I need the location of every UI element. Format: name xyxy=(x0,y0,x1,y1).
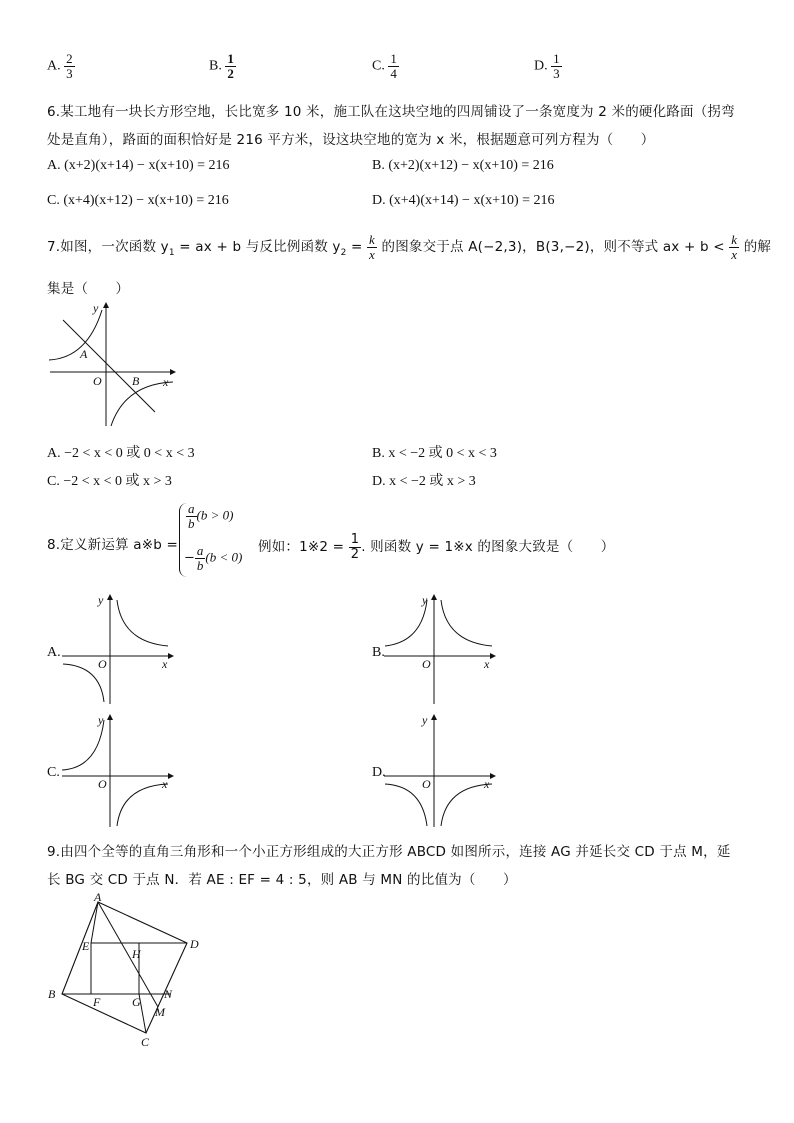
q7-stem-line2: 集是（ ） xyxy=(47,281,130,297)
svg-text:y: y xyxy=(98,713,104,727)
curve-third-quadrant xyxy=(385,784,427,826)
curve-second-quadrant xyxy=(385,600,427,646)
y-axis-label: y xyxy=(93,301,99,315)
curve-second-quadrant xyxy=(62,720,104,770)
q5-option-a: A. $\frac{2}{3}$ xyxy=(47,51,73,81)
svg-text:y: y xyxy=(422,713,428,727)
q6-option-b: B. (x+2)(x+12) − x(x+10) = 216 xyxy=(372,158,554,173)
q8-example: 例如：1※2 = $\frac{1}{2}$ . 则函数 y = 1※x 的图象大致是（ ） xyxy=(258,532,615,562)
q5-option-c: C. $\frac{1}{4}$ xyxy=(372,51,397,81)
q8-option-b-graph xyxy=(382,592,502,707)
point-b-label: B xyxy=(132,374,140,388)
q9-stem-line1: 9.由四个全等的直角三角形和一个小正方形组成的大正方形 ABCD 如图所示，连接 AG 并延长交 CD 于点 M，延 xyxy=(47,844,731,860)
q7-fraction-k-over-x: $\frac{k}{x}$ xyxy=(369,232,376,262)
q8-case-2: − $\frac{a}{b}$ (b < 0) xyxy=(184,543,243,573)
q7-option-b: B. x < −2 或 0 < x < 3 xyxy=(372,446,497,461)
svg-text:O: O xyxy=(98,777,107,791)
curve-first-quadrant xyxy=(441,600,492,646)
linear-function-line xyxy=(63,320,155,412)
svg-text:O: O xyxy=(422,657,431,671)
point-a-label: A xyxy=(80,347,88,361)
svg-text:H: H xyxy=(132,947,141,961)
q7-option-d: D. x < −2 或 x > 3 xyxy=(372,474,476,489)
q5-option-c-fraction: $\frac{1}{4}$ xyxy=(390,51,397,81)
q8-option-a-graph xyxy=(60,592,180,707)
q8-option-d-graph xyxy=(382,712,502,830)
q5-option-d: D. $\frac{1}{3}$ xyxy=(534,51,560,81)
svg-text:G: G xyxy=(132,995,141,1009)
svg-text:O: O xyxy=(98,657,107,671)
svg-text:C: C xyxy=(141,1035,150,1049)
q6-option-c: C. (x+4)(x+12) − x(x+10) = 216 xyxy=(47,193,229,208)
q8-option-a-label: A. xyxy=(47,645,61,660)
x-axis-arrow xyxy=(170,369,176,375)
svg-text:M: M xyxy=(155,1005,165,1019)
hyperbola-branch-upper-left xyxy=(49,310,102,360)
svg-text:D: D xyxy=(190,937,199,951)
svg-text:x: x xyxy=(162,777,168,791)
q8-option-c-label: C. xyxy=(47,765,60,780)
q6-option-d: D. (x+4)(x+14) − x(x+10) = 216 xyxy=(372,193,555,208)
y-axis-arrow xyxy=(103,302,109,308)
line-ag-m xyxy=(98,902,158,1007)
q5-option-b: B. $\frac{1}{2}$ xyxy=(209,51,234,81)
svg-text:F: F xyxy=(93,995,101,1009)
svg-text:O: O xyxy=(422,777,431,791)
svg-text:x: x xyxy=(484,657,490,671)
q9-figure xyxy=(40,892,210,1052)
q6-stem-line2: 处是直角），路面的面积恰好是 216 平方米，设这块空地的宽为 x 米，根据题意可列方程为（ ） xyxy=(47,132,655,148)
q7-option-c: C. −2 < x < 0 或 x > 3 xyxy=(47,474,172,489)
q5-option-d-fraction: $\frac{1}{3}$ xyxy=(553,51,560,81)
curve-first-quadrant xyxy=(117,600,168,646)
q6-option-a: A. (x+2)(x+14) − x(x+10) = 216 xyxy=(47,158,230,173)
q8-option-d-label: D. xyxy=(372,765,386,780)
svg-text:x: x xyxy=(484,777,490,791)
svg-text:y: y xyxy=(98,593,104,607)
big-square-abcd xyxy=(62,902,187,1033)
svg-text:x: x xyxy=(162,657,168,671)
q5-option-a-fraction: $\frac{2}{3}$ xyxy=(66,51,73,81)
q7-stem-line1: 7.如图，一次函数 $y_1$ = ax + b 与反比例函数 $y_2$ = $\frac{k}{x}$ 的图象交于点 A(−2,3)，B(3,−2)，则不等式 ax + b < $\frac{k}{x}$ 的解 xyxy=(47,232,772,262)
q5-option-b-fraction: $\frac{1}{2}$ xyxy=(227,51,234,81)
svg-text:N: N xyxy=(164,987,173,1001)
svg-text:E: E xyxy=(82,939,90,953)
svg-text:y: y xyxy=(422,593,428,607)
q8-option-b-label: B. xyxy=(372,645,385,660)
q8-example-fraction: $\frac{1}{2}$ xyxy=(350,532,360,562)
q7-fraction-k-over-x-2: $\frac{k}{x}$ xyxy=(731,232,738,262)
q8-prefix: 8.定义新运算 a※b = xyxy=(47,537,179,553)
x-axis-label: x xyxy=(163,375,169,389)
q6-stem-line1: 6.某工地有一块长方形空地，长比宽多 10 米，施工队在这块空地的四周铺设了一条宽度为 2 米的硬化路面（拐弯 xyxy=(47,104,735,120)
svg-text:A: A xyxy=(94,892,102,904)
curve-fourth-quadrant xyxy=(117,784,168,826)
q7-option-a: A. −2 < x < 0 或 0 < x < 3 xyxy=(47,446,195,461)
q8-case-1: $\frac{a}{b}$ (b > 0) xyxy=(188,501,234,531)
q9-stem-line2: 长 BG 交 CD 于点 N．若 AE : EF = 4 : 5，则 AB 与 MN 的比值为（ ） xyxy=(47,872,517,888)
q8-option-c-graph xyxy=(60,712,180,830)
q7-figure xyxy=(45,298,180,430)
origin-label: O xyxy=(93,374,102,388)
svg-text:B: B xyxy=(48,987,56,1001)
